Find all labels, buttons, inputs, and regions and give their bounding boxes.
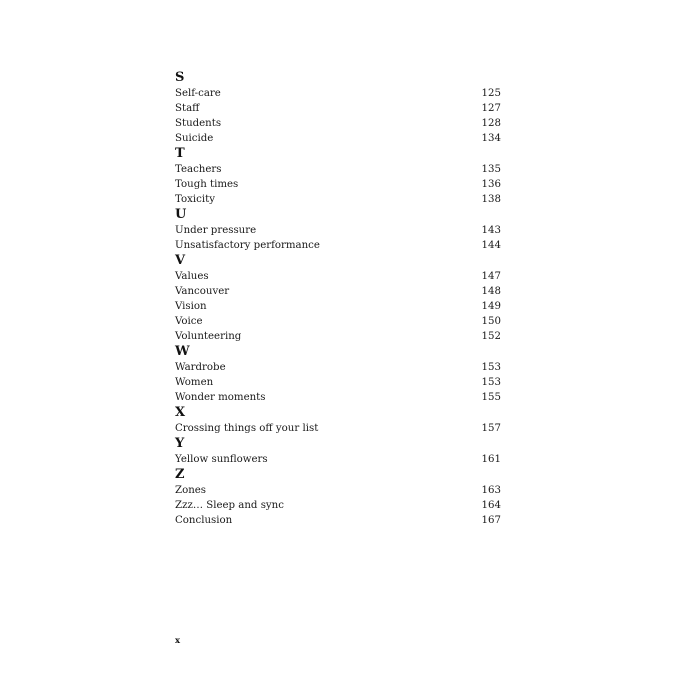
index-list: [175, 70, 501, 528]
entry-label: Teachers: [175, 164, 222, 175]
entry-page-number: 167: [481, 515, 501, 526]
entry-label: Wardrobe: [175, 362, 226, 373]
entry-label: Vancouver: [175, 286, 230, 297]
entry-label: Zones: [175, 485, 207, 496]
entry-page-number: 161: [481, 454, 501, 465]
index-entry: [175, 483, 501, 498]
entry-label: Suicide: [175, 133, 214, 144]
entry-page-number: 155: [481, 392, 501, 403]
entry-label: Vision: [175, 301, 207, 312]
section-letter: T: [175, 146, 185, 161]
entry-label: Wonder moments: [175, 392, 266, 403]
entry-page-number: 149: [481, 301, 501, 312]
entry-page-number: 136: [481, 179, 501, 190]
entry-page-number: 163: [481, 485, 501, 496]
entry-page-number: 157: [481, 423, 501, 434]
index-entry: [175, 86, 501, 101]
index-entry: [175, 360, 501, 375]
entry-page-number: 152: [481, 331, 501, 342]
index-entry: [175, 299, 501, 314]
page-number: x: [175, 636, 181, 646]
index-entry: [175, 192, 501, 207]
entry-label: Unsatisfactory performance: [175, 240, 320, 251]
section-letter: W: [175, 344, 190, 359]
index-entry: [175, 116, 501, 131]
entry-page-number: 147: [481, 271, 501, 282]
index-entry: [175, 101, 501, 116]
entry-label: Tough times: [175, 179, 239, 190]
section-letter: U: [175, 207, 187, 222]
section-letter: Y: [175, 436, 185, 451]
entry-label: Volunteering: [175, 331, 242, 342]
entry-page-number: 138: [481, 194, 501, 205]
index-entry: [175, 314, 501, 329]
index-entry: [175, 162, 501, 177]
section-letter: S: [175, 70, 185, 85]
index-entry: [175, 513, 501, 528]
entry-page-number: 144: [481, 240, 501, 251]
section-letter: X: [175, 405, 186, 420]
index-entry: [175, 452, 501, 467]
entry-page-number: 153: [481, 362, 501, 373]
index-entry: [175, 238, 501, 253]
entry-page-number: 134: [481, 133, 501, 144]
entry-label: Under pressure: [175, 225, 257, 236]
entry-label: Yellow sunflowers: [175, 454, 268, 465]
entry-page-number: 153: [481, 377, 501, 388]
section-letter: V: [175, 253, 186, 268]
entry-label: Students: [175, 118, 222, 129]
entry-page-number: 135: [481, 164, 501, 175]
entry-label: Staff: [175, 103, 200, 114]
entry-page-number: 143: [481, 225, 501, 236]
entry-label: Toxicity: [175, 194, 215, 205]
index-entry: [175, 329, 501, 344]
index-entry: [175, 223, 501, 238]
index-entry: [175, 131, 501, 146]
index-entry: [175, 498, 501, 513]
index-entry: [175, 421, 501, 436]
entry-label: Values: [175, 271, 209, 282]
section-letter: Z: [175, 467, 185, 482]
entry-page-number: 164: [481, 500, 501, 511]
entry-label: Zzz… Sleep and sync: [175, 500, 284, 511]
entry-label: Women: [175, 377, 214, 388]
entry-label: Conclusion: [175, 515, 233, 526]
index-entry: [175, 375, 501, 390]
entry-page-number: 148: [481, 286, 501, 297]
index-entry: [175, 177, 501, 192]
index-entry: [175, 269, 501, 284]
entry-page-number: 127: [481, 103, 501, 114]
entry-label: Voice: [175, 316, 203, 327]
entry-page-number: 128: [481, 118, 501, 129]
index-entry: [175, 390, 501, 405]
entry-label: Crossing things off your list: [175, 423, 319, 434]
entry-page-number: 125: [481, 88, 501, 99]
entry-label: Self-care: [175, 88, 221, 99]
index-entry: [175, 284, 501, 299]
entry-page-number: 150: [481, 316, 501, 327]
